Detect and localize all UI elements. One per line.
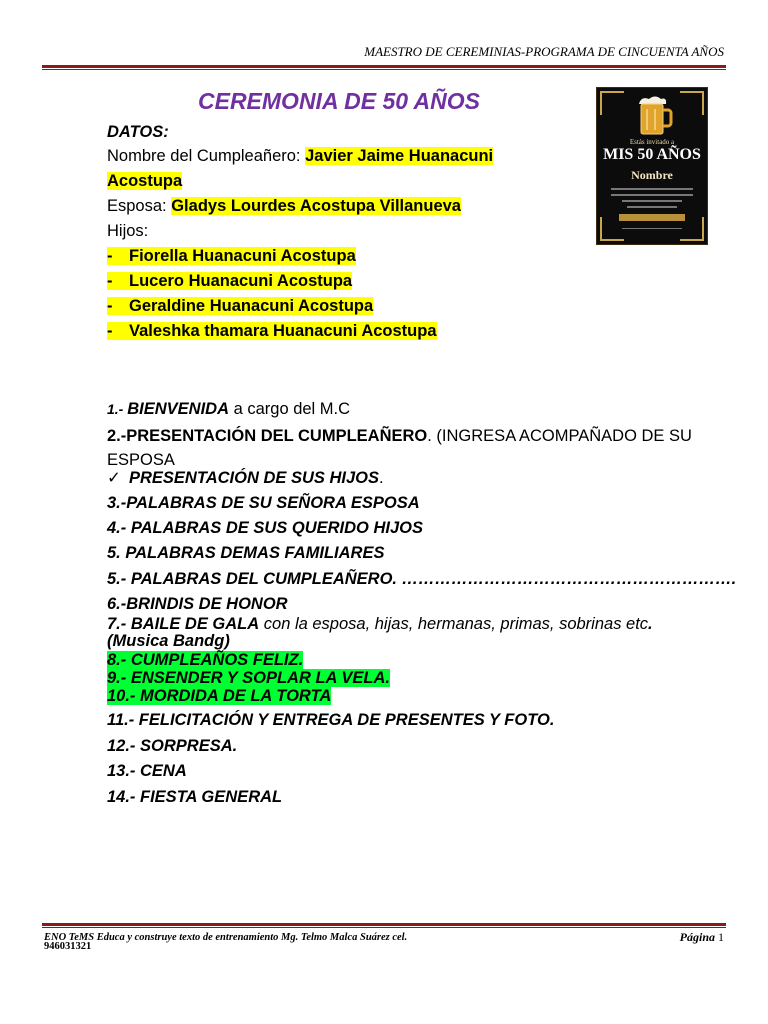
program-item-5b: 5.- PALABRAS DEL CUMPLEAÑERO. ……………………………………………………. — [107, 570, 737, 588]
check-icon: ✓ — [107, 469, 121, 487]
program-item-13: 13.- CENA — [107, 762, 187, 780]
program-item-4: 4.- PALABRAS DE SUS QUERIDO HIJOS — [107, 519, 423, 537]
program-item-7-cont: (Musica Bandg) — [107, 632, 230, 650]
header-rule-thin — [42, 69, 726, 70]
program-item-3: 3.-PALABRAS DE SU SEÑORA ESPOSA — [107, 494, 420, 512]
hijo-name: Fiorella Huanacuni Acostupa — [129, 247, 356, 265]
footer-rule — [42, 923, 726, 926]
program-item-11: 11.- FELICITACIÓN Y ENTREGA DE PRESENTES Y FOTO. — [107, 711, 555, 729]
program-item-6: 6.-BRINDIS DE HONOR — [107, 595, 288, 613]
item-title: 9.- ENSENDER Y SOPLAR LA VELA. — [107, 669, 390, 687]
program-item-10 — [107, 685, 331, 707]
list-item — [107, 270, 352, 292]
invitation-top-text: Estás invitado a — [629, 138, 675, 146]
item-detail: con la esposa, hijas, hermanas, primas, sobrinas etc — [259, 615, 649, 633]
list-dash: - — [107, 247, 113, 265]
esposa-label: Esposa: — [107, 197, 172, 215]
item-title: 2.-PRESENTACIÓN DEL CUMPLEAÑERO — [107, 427, 428, 445]
page-num-value: 1 — [715, 930, 724, 944]
invitation-heading: MIS 50 AÑOS — [603, 146, 701, 163]
list-dash: - — [107, 322, 113, 340]
list-dash: - — [107, 272, 113, 290]
corner-ornament — [680, 91, 704, 115]
invitation-text-line — [622, 200, 682, 202]
invitation-text-line — [611, 194, 693, 196]
page-number — [560, 930, 724, 945]
program-item-14: 14.- FIESTA GENERAL — [107, 788, 283, 806]
cumpleanero-line — [107, 145, 493, 167]
item-title: BIENVENIDA — [127, 400, 229, 418]
item-detail: a cargo del M.C — [229, 400, 351, 418]
item-title: PRESENTACIÓN DE SUS HIJOS — [129, 469, 379, 487]
hijos-label: Hijos: — [107, 222, 149, 240]
item-dot: . — [648, 615, 653, 633]
item-detail: . — [379, 469, 384, 487]
program-item-5a: 5. PALABRAS DEMAS FAMILIARES — [107, 544, 385, 562]
item-title: 7.- BAILE DE GALA — [107, 615, 260, 633]
invitation-text-line — [627, 206, 677, 208]
program-item-12: 12.- SORPRESA. — [107, 737, 238, 755]
datos-label: DATOS: — [107, 123, 169, 141]
hijo-name: Valeshka thamara Huanacuni Acostupa — [129, 322, 437, 340]
beer-mug-icon — [633, 94, 673, 138]
item-title: 8.- CUMPLEAÑOS FELIZ. — [107, 651, 304, 669]
program-item-2-cont: ESPOSA — [107, 451, 175, 469]
invitation-text-line — [622, 228, 682, 229]
esposa-name: Gladys Lourdes Acostupa Villanueva — [171, 197, 461, 215]
hijo-name: Lucero Huanacuni Acostupa — [129, 272, 353, 290]
cumpleanero-surname: Acostupa — [107, 172, 183, 190]
footer-text: ENO TeMS Educa y construye texto de entrenamiento Mg. Telmo Malca Suárez cel. — [44, 932, 408, 943]
document-title: CEREMONIA DE 50 AÑOS — [198, 88, 481, 114]
list-item — [107, 245, 356, 267]
cumpleanero-label: Nombre del Cumpleañero: — [107, 147, 306, 165]
program-check-item — [107, 467, 384, 489]
invitation-image — [596, 87, 708, 245]
item-number: 1.- — [107, 401, 128, 417]
invitation-banner — [619, 214, 685, 221]
invitation-text-line — [611, 188, 693, 190]
item-title: 10.- MORDIDA DE LA TORTA — [107, 687, 332, 705]
corner-ornament — [600, 91, 624, 115]
esposa-line — [107, 195, 461, 217]
footer-rule-thin — [42, 927, 726, 928]
page-label: Página — [679, 930, 715, 944]
header-rule — [42, 65, 726, 68]
page-header: MAESTRO DE CEREMINIAS-PROGRAMA DE CINCUENTA AÑOS — [364, 44, 724, 59]
list-dash: - — [107, 297, 113, 315]
list-item — [107, 320, 437, 342]
item-detail: . (INGRESA ACOMPAÑADO DE SU — [427, 427, 692, 445]
footer-cut-text: 946031321 — [44, 941, 92, 952]
program-item-2 — [107, 425, 692, 447]
hijo-name: Geraldine Huanacuni Acostupa — [129, 297, 374, 315]
cumpleanero-line-cont — [107, 170, 182, 192]
program-item-1 — [107, 398, 350, 420]
cumpleanero-name: Javier Jaime Huanacuni — [305, 147, 494, 165]
invitation-name: Nombre — [631, 168, 673, 182]
list-item — [107, 295, 373, 317]
